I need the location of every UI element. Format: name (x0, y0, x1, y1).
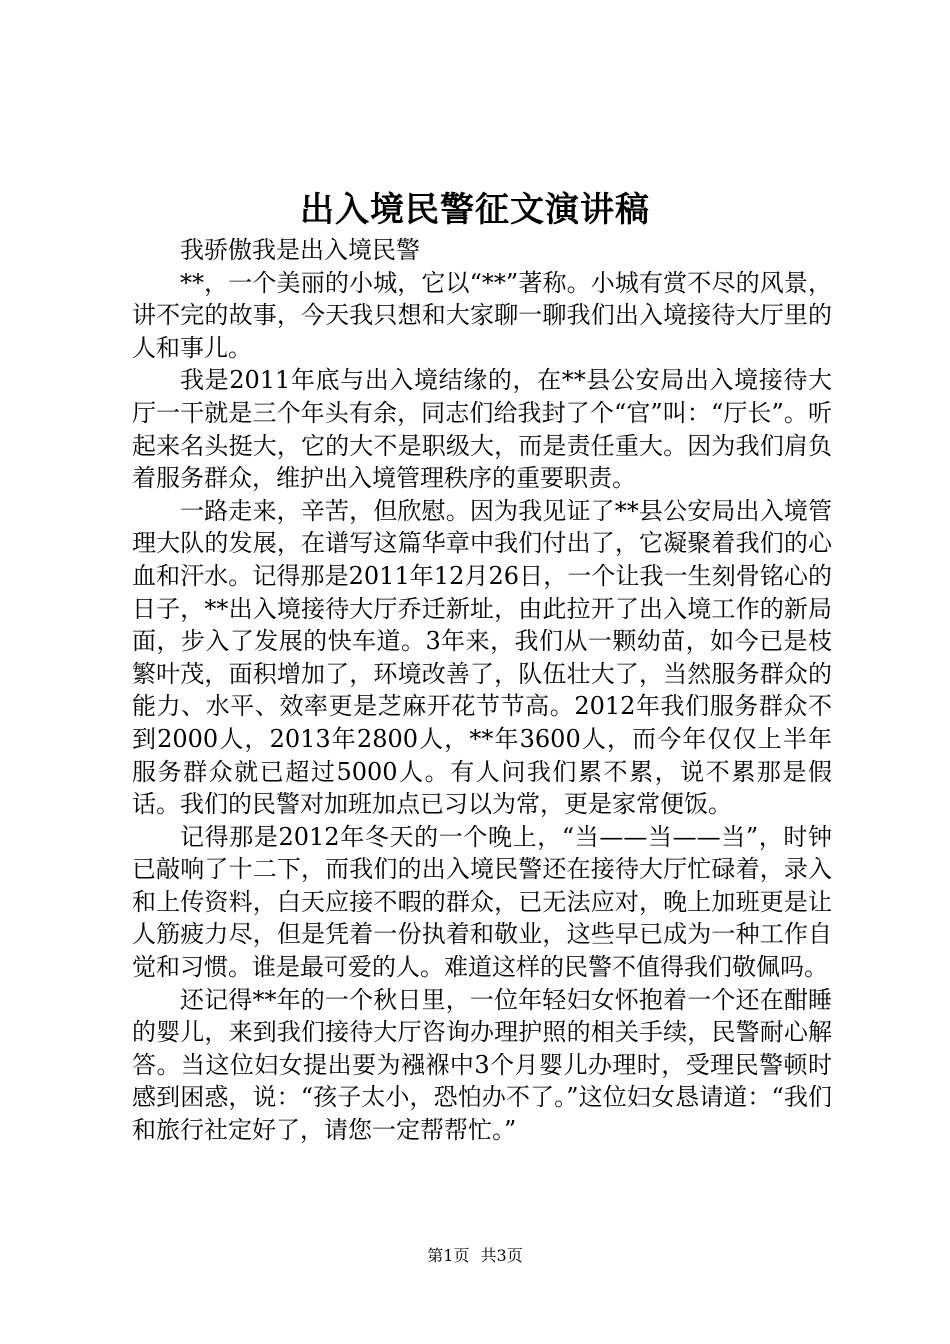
paragraph-winter-night: 记得那是2012年冬天的一个晚上，“当——当——当”，时钟已敲响了十二下，而我们的出入境民警还在接待大厅忙碌着，录入和上传资料，白天应接不暇的群众，已无法应对，晚上加班更是让人筋疲力尽，但是凭着一份执着和敬业，这些早已成为一种工作自觉和习惯。谁是最可爱的人。难道这样的民警不值得我们敬佩吗。 (132, 822, 832, 982)
paragraph-autumn-story: 还记得**年的一个秋日里，一位年轻妇女怀抱着一个还在酣睡的婴儿，来到我们接待大厅咨询办理护照的相关手续，民警耐心解答。当这位妇女提出要为襁褓中3个月婴儿办理时，受理民警顿时感到困惑，说：“孩子太小，恐怕办不了。”这位妇女恳请道：“我们和旅行社定好了，请您一定帮帮忙。” (132, 985, 832, 1145)
page-footer (0, 1244, 950, 1268)
document-title: 出入境民警征文演讲稿 (300, 190, 650, 230)
page-number-total: 共3页 (480, 1246, 523, 1265)
page-number-current: 第1页 (427, 1246, 470, 1265)
paragraph-role: 我是2011年底与出入境结缘的，在**县公安局出入境接待大厅一干就是三个年头有余，同志们给我封了个“官”叫：“厅长”。听起来名头挺大，它的大不是职级大，而是责任重大。因为我们肩负着服务群众，维护出入境管理秩序的重要职责。 (132, 366, 832, 493)
paragraph-intro: **，一个美丽的小城，它以“**”著称。小城有赏不尽的风景，讲不完的故事，今天我只想和大家聊一聊我们出入境接待大厅里的人和事儿。 (132, 268, 832, 362)
paragraph-development: 一路走来，辛苦，但欣慰。因为我见证了**县公安局出入境管理大队的发展，在谱写这篇华章中我们付出了，它凝聚着我们的心血和汗水。记得那是2011年12月26日，一个让我一生刻骨铭心的日子，**出入境接待大厅乔迁新址，由此拉开了出入境工作的新局面，步入了发展的快车道。3年来，我们从一颗幼苗，如今已是枝繁叶茂，面积增加了，环境改善了，队伍壮大了，当然服务群众的能力、水平、效率更是芝麻开花节节高。2012年我们服务群众不到2000人，2013年2800人，**年3600人，而今年仅仅上半年服务群众就已超过5000人。有人问我们累不累，说不累那是假话。我们的民警对加班加点已习以为常，更是家常便饭。 (132, 496, 832, 819)
document-body (132, 234, 832, 1147)
paragraph-subtitle: 我骄傲我是出入境民警 (180, 236, 420, 264)
